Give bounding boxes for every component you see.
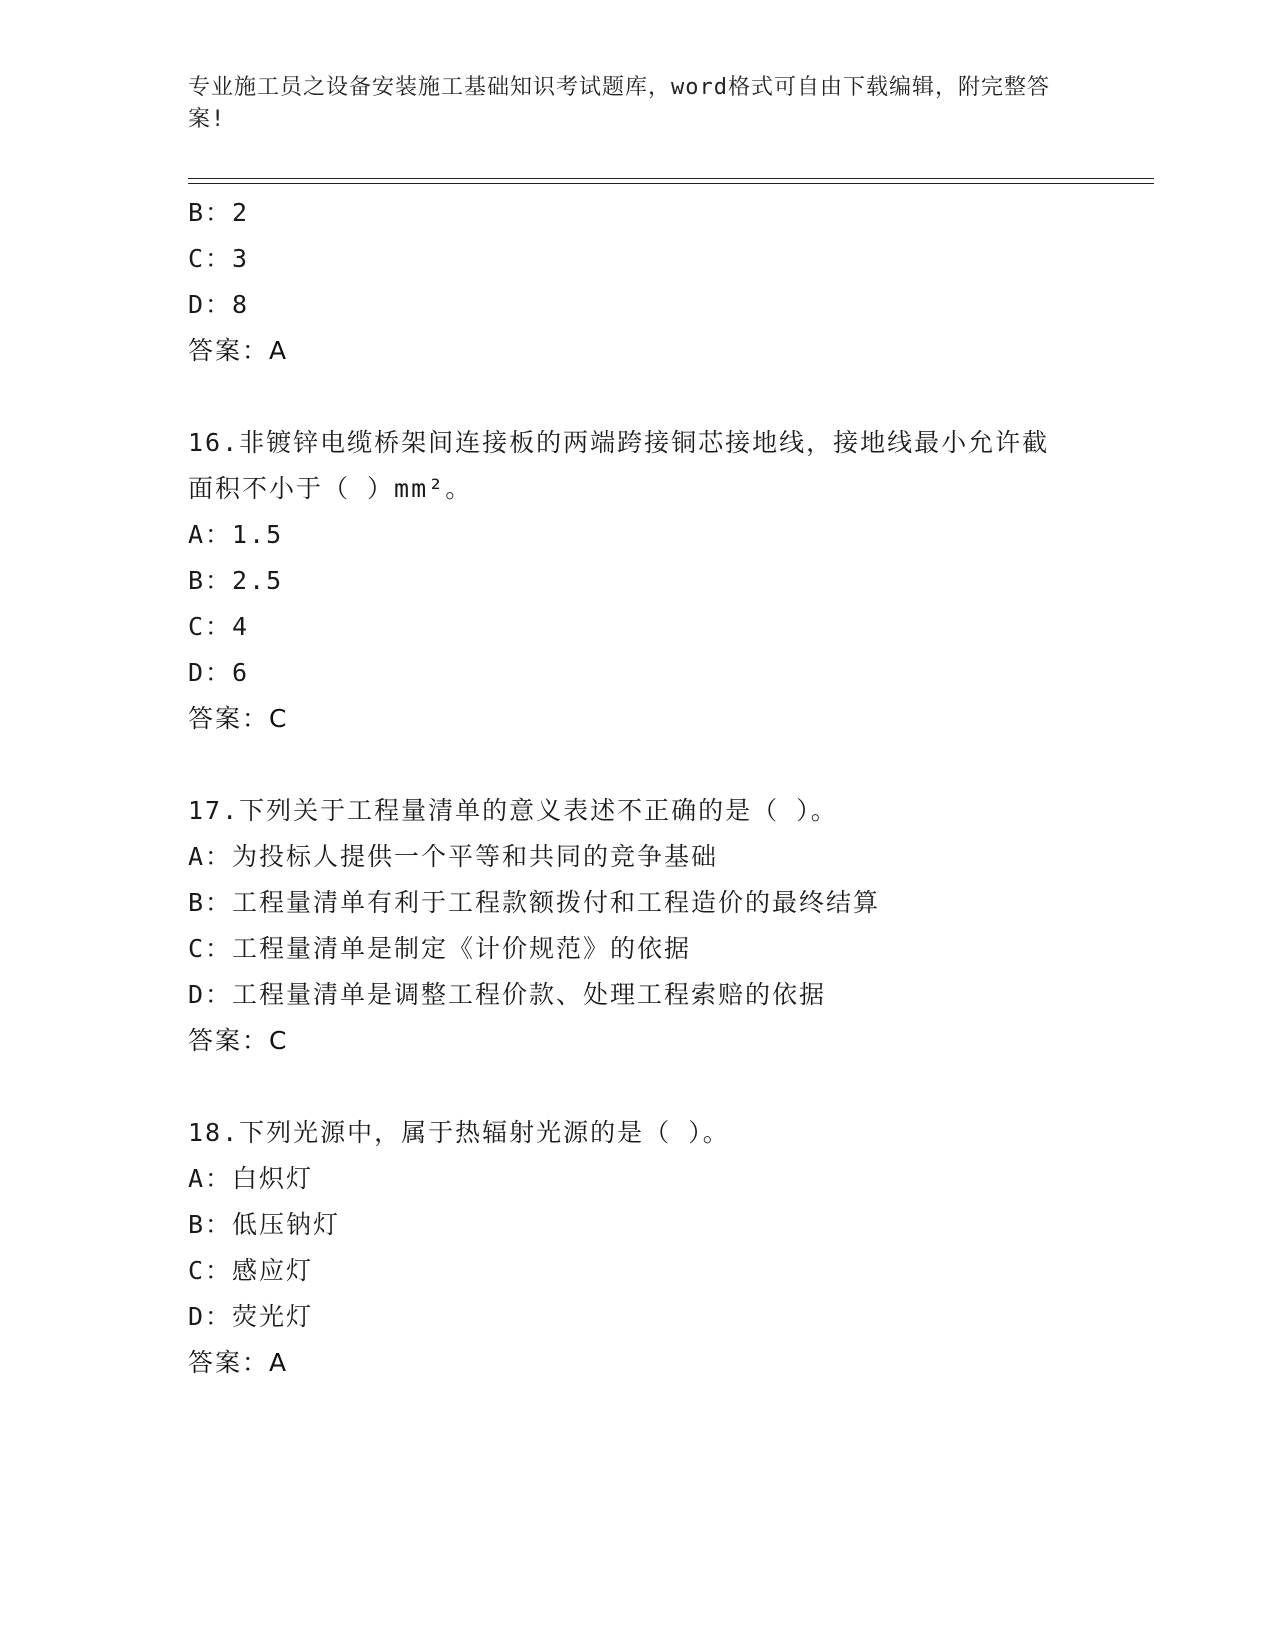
answer-line: 答案：A xyxy=(188,336,289,365)
option-a: A：1.5 xyxy=(188,520,284,549)
option-a: A：为投标人提供一个平等和共同的竞争基础 xyxy=(188,842,719,871)
option-a: A：白炽灯 xyxy=(188,1164,314,1193)
page-header-title: 专业施工员之设备安装施工基础知识考试题库，word格式可自由下载编辑，附完整答案! xyxy=(188,75,1050,132)
option-d: D：8 xyxy=(188,290,250,319)
question-block xyxy=(188,190,1088,374)
question-block xyxy=(188,1110,1088,1386)
option-c: C：工程量清单是制定《计价规范》的依据 xyxy=(188,934,692,963)
option-b: B：2 xyxy=(188,198,250,227)
header-divider-bottom xyxy=(188,183,1154,184)
question-stem: 17.下列关于工程量清单的意义表述不正确的是（ ）。 xyxy=(188,796,838,825)
question-stem: 18.下列光源中，属于热辐射光源的是（ ）。 xyxy=(188,1118,730,1147)
spacer xyxy=(188,1064,1088,1110)
option-d: D：荧光灯 xyxy=(188,1302,314,1331)
option-b: B：2.5 xyxy=(188,566,284,595)
spacer xyxy=(188,742,1088,788)
answer-line: 答案：C xyxy=(188,1026,289,1055)
question-stem: 16.非镀锌电缆桥架间连接板的两端跨接铜芯接地线，接地线最小允许截面积不小于（ ）mm²。 xyxy=(188,428,1050,503)
option-b: B：工程量清单有利于工程款额拨付和工程造价的最终结算 xyxy=(188,888,881,917)
question-list xyxy=(188,190,1088,1386)
question-block xyxy=(188,788,1088,1064)
spacer xyxy=(188,374,1088,420)
option-b: B：低压钠灯 xyxy=(188,1210,341,1239)
header-divider-top xyxy=(188,178,1154,179)
option-d: D：6 xyxy=(188,658,250,687)
answer-line: 答案：A xyxy=(188,1348,289,1377)
option-c: C：3 xyxy=(188,244,250,273)
option-c: C：4 xyxy=(188,612,250,641)
option-d: D：工程量清单是调整工程价款、处理工程索赔的依据 xyxy=(188,980,827,1009)
question-block xyxy=(188,420,1088,742)
answer-line: 答案：C xyxy=(188,704,289,733)
option-c: C：感应灯 xyxy=(188,1256,314,1285)
